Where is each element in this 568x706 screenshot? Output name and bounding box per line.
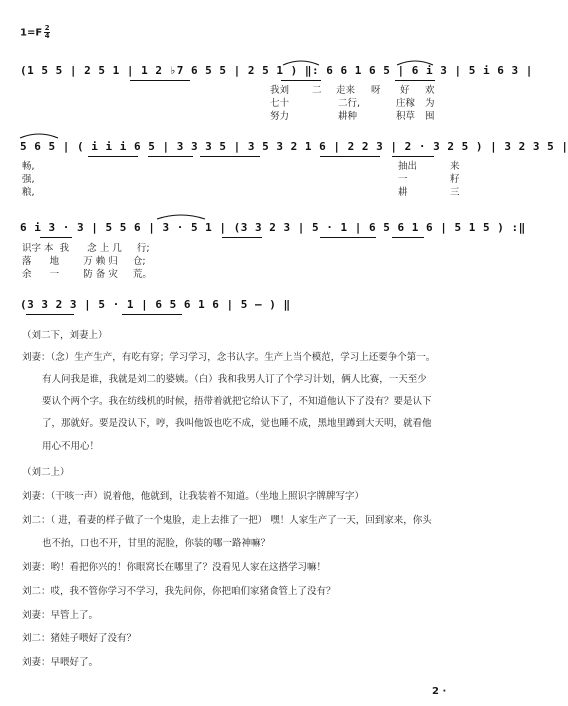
lyric-row3-a: 识字 本 我 念 上 几 行; — [22, 243, 150, 254]
beam-underline — [26, 314, 74, 315]
dialogue-line: 用心不用心！ — [42, 441, 100, 452]
beam-underline — [148, 156, 193, 157]
lyric-row2-col1: 畅, 强, 粮, — [22, 161, 35, 198]
notation-row-2: 5 6 5 | ( i i i 6 5 | 3 3 3 5 | 3 5 3 2 1 6 | 2 2 3 | 2 · 3 2 5 ) | 3 2 3 5 | — [20, 140, 568, 153]
lyric-v3-2: 耕种 — [338, 111, 358, 122]
time-signature: $\frac{2}{4}$ — [44, 24, 50, 40]
beam-underline — [320, 237, 376, 238]
lyric-v3-3: 积草 — [396, 111, 416, 122]
notation-row-4: (3 3 2 3 | 5 · 1 | 6 5 6 1 6 | 5 – ) ‖ — [20, 298, 291, 311]
dialogue-line: 有人问我是谁，我就是刘二的婆姨。（白）我和我男人订了个学习计划，俩人比赛，一天至少 — [42, 374, 427, 385]
beam-underline — [88, 156, 138, 157]
beam-underline — [222, 237, 262, 238]
beam-underline — [40, 237, 72, 238]
slur-arc — [395, 58, 435, 66]
lyric-v1-3: 走来 — [336, 85, 356, 96]
lyric-v2-3: 庄稼 — [396, 98, 416, 109]
lyric-v1-5: 好 — [400, 85, 410, 96]
slur-arc — [155, 212, 207, 220]
lyric-row3-b: 落 地 万 赖 归 仓; — [22, 256, 146, 267]
lyric-v3-4: 囤 — [425, 111, 435, 122]
lyric-v2-4: 为 — [425, 98, 435, 109]
dialogue-line: 刘妻：（干咳一声）说着他，他就到，让我装着不知道。（坐地上照识字牌牌写字） — [22, 491, 365, 502]
slur-arc — [18, 131, 60, 139]
lyric-v1-2: 二 — [312, 85, 322, 96]
beam-underline — [130, 80, 190, 81]
beam-underline — [200, 156, 260, 157]
dialogue-line: 刘二：猪娃子喂好了没有？ — [22, 633, 137, 644]
dialogue-line: 刘二：哎，我不管你学习不学习，我先问你，你把咱们家猪食管上了没有？ — [22, 586, 336, 597]
dialogue-line: 刘妻：早喂好了。 — [22, 657, 99, 668]
key-signature — [20, 25, 50, 40]
lyric-row2-col3: 来 籽 三 — [450, 161, 460, 198]
dialogue-line: 要认个两个字。我在纺线机的时候，捂带着就把它给认下了，不知道他认下了没有？要是认下 — [42, 396, 432, 407]
dialogue-line: 刘妻：早管上了。 — [22, 610, 99, 621]
beam-underline — [392, 237, 424, 238]
beam-underline — [392, 156, 434, 157]
dialogue-line: 了，那就好。要是没认下，哼，我叫他饭也吃不成，觉也睡不成，黑地里蹲到大天明，就看他 — [42, 418, 432, 429]
stage-direction: （刘二上） — [22, 467, 70, 478]
slur-arc — [281, 58, 321, 66]
dialogue-line: 也不抬，口也不开，甘里的泥脸，你装的哪一路神嘛？ — [42, 538, 271, 549]
stage-direction: （刘二下，刘妻上） — [22, 330, 108, 341]
beam-underline — [281, 80, 321, 81]
beam-underline — [395, 80, 435, 81]
dialogue-line: 刘妻：（念）生产生产，有吃有穿；学习学习，念书认字。生产上当个模范，学习上还要争个第一。 — [22, 352, 436, 363]
dialogue-line: 刘二：（ 进，看妻的样子做了一个鬼脸，走上去推了一把） 嘿！人家生产了一天，回到家来，你头 — [22, 515, 432, 526]
lyric-row2-col2: 抽出 一 耕 — [398, 161, 418, 198]
key-prefix: 1=F — [20, 27, 43, 39]
lyric-v1-1: 我刘 — [270, 85, 290, 96]
beam-underline — [122, 314, 182, 315]
lyric-v3-1: 努力 — [270, 111, 290, 122]
beam-underline — [320, 156, 380, 157]
page-number: 2 · — [432, 686, 447, 697]
lyric-v2-1: 七十 — [270, 98, 290, 109]
lyric-row3-c: 余 一 防 备 灾 荒。 — [22, 269, 152, 280]
notation-row-3: 6 i 3 · 3 | 5 5 6 | 3 · 5 1 | (3 3 2 3 | 5 · 1 | 6 5 6 1 6 | 5 1 5 ) :‖ — [20, 221, 526, 234]
lyric-v1-6: 欢 — [425, 85, 435, 96]
lyric-v2-2: 二行, — [338, 98, 361, 109]
dialogue-line: 刘妻：哟！看把你兴的！你眼窝长在哪里了？没看见人家在这搭学习嘛！ — [22, 562, 327, 573]
notation-row-1: (1 5 5 | 2 5 1 | 1 2 ♭7 6 5 5 | 2 5 1 ) ‖: 6 6 1 6 5 | 6 i 3 | 5 i 6 3 | — [20, 64, 533, 77]
lyric-v1-4: 呀 — [371, 85, 381, 96]
